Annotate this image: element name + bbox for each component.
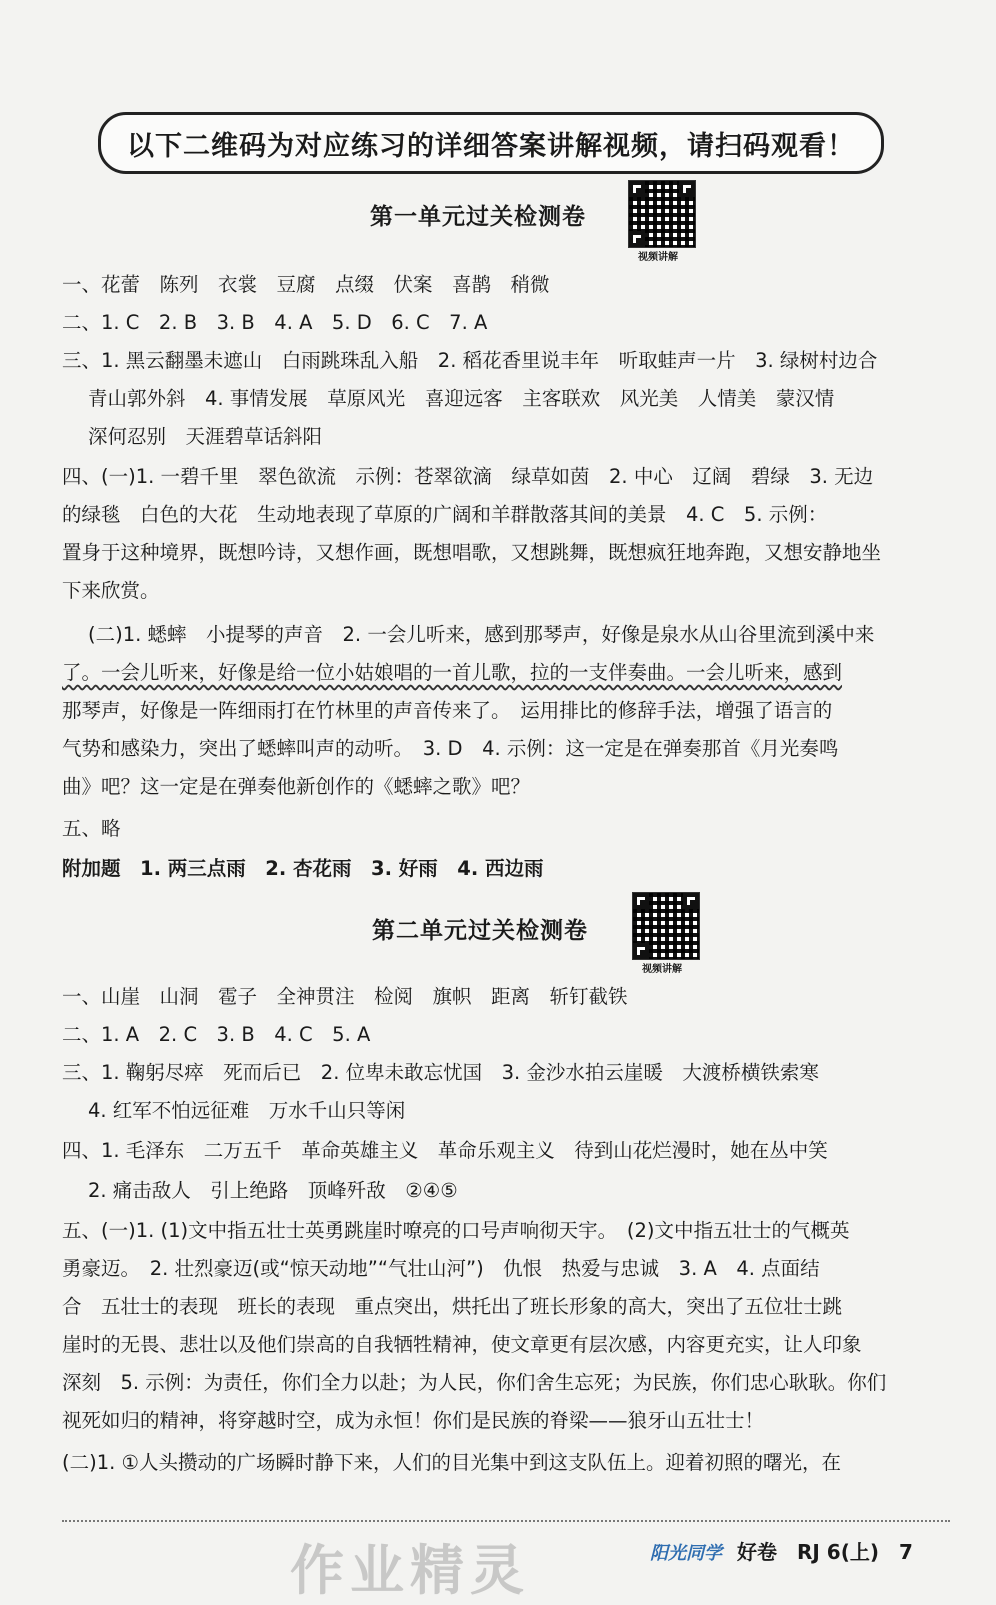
- unit1-line-9: 下来欣赏。: [62, 579, 160, 602]
- unit2-line-5: 四、1. 毛泽东 二万五千 革命英雄主义 革命乐观主义 待到山花烂漫时，她在丛中笑: [62, 1139, 828, 1162]
- qr-code-icon[interactable]: [628, 180, 696, 248]
- unit1-line-1: 一、花蕾 陈列 衣裳 豆腐 点缀 伏案 喜鹊 稍微: [62, 273, 550, 296]
- unit1-line-13: 气势和感染力，突出了蟋蟀叫声的动听。 3. D 4. 示例：这一定是在弹奏那首《月光奏鸣: [62, 737, 839, 760]
- unit2-line-6: 2. 痛击敌人 引上绝路 顶峰歼敌 ②④⑤: [88, 1179, 458, 1202]
- unit1-line-10: (二)1. 蟋蟀 小提琴的声音 2. 一会儿听来，感到那琴声，好像是泉水从山谷里流到溪中来: [88, 623, 875, 646]
- qr-caption: 视频讲解: [642, 964, 682, 975]
- unit2-line-1: 一、山崖 山洞 雹子 全神贯注 检阅 旗帜 距离 斩钉截铁: [62, 985, 628, 1008]
- unit2-line-3: 三、1. 鞠躬尽瘁 死而后已 2. 位卑未敢忘忧国 3. 金沙水拍云崖暖 大渡桥横铁索寒: [62, 1061, 819, 1084]
- unit1-line-8: 置身于这种境界，既想吟诗，又想作画，既想唱歌，又想跳舞，既想疯狂地奔跑，又想安静地坐: [62, 541, 882, 564]
- unit1-line-5: 深何忍别 天涯碧草话斜阳: [88, 425, 323, 448]
- unit1-line-2: 二、1. C 2. B 3. B 4. A 5. D 6. C 7. A: [62, 311, 488, 334]
- footer: [650, 1536, 913, 1565]
- unit1-line-14: 曲》吧？这一定是在弹奏他新创作的《蟋蟀之歌》吧？: [62, 775, 531, 798]
- unit2-line-8: 勇豪迈。 2. 壮烈豪迈(或“惊天动地”“气壮山河”) 仇恨 热爱与忠诚 3. A 4. 点面结: [62, 1257, 820, 1280]
- unit2-line-2: 二、1. A 2. C 3. B 4. C 5. A: [62, 1023, 371, 1046]
- unit1-line-11: 了。一会儿听来，好像是给一位小姑娘唱的一首儿歌，拉的一支伴奏曲。一会儿听来，感到: [62, 661, 843, 684]
- unit2-line-10: 崖时的无畏、悲壮以及他们崇高的自我牺牲精神，使文章更有层次感，内容更充实，让人印象: [62, 1333, 862, 1356]
- unit1-line-16: 附加题 1. 两三点雨 2. 杏花雨 3. 好雨 4. 西边雨: [62, 857, 544, 880]
- unit2-line-13: (二)1. ①人头攒动的广场瞬时静下来，人们的目光集中到这支队伍上。迎着初照的曙光，在: [62, 1451, 842, 1474]
- unit1-line-3: 三、1. 黑云翻墨未遮山 白雨跳珠乱入船 2. 稻花香里说丰年 听取蛙声一片 3. 绿树村边合: [62, 349, 878, 372]
- unit2-line-9: 合 五壮士的表现 班长的表现 重点突出，烘托出了班长形象的高大，突出了五位壮士跳: [62, 1295, 843, 1318]
- unit2-line-11: 深刻 5. 示例：为责任，你们全力以赴；为人民，你们舍生忘死；为民族，你们忠心耿耿。你们: [62, 1371, 887, 1394]
- qr-code-icon[interactable]: [632, 892, 700, 960]
- footer-text: 好卷 RJ 6(上) 7: [736, 1540, 913, 1564]
- unit1-line-6: 四、(一)1. 一碧千里 翠色欲流 示例：苍翠欲滴 绿草如茵 2. 中心 辽阔 碧绿 3. 无边: [62, 465, 874, 488]
- unit2-title: 第二单元过关检测卷: [372, 918, 588, 944]
- unit2-line-12: 视死如归的精神，将穿越时空，成为永恒！你们是民族的脊梁——狼牙山五壮士！: [62, 1409, 765, 1432]
- unit1-line-7: 的绿毯 白色的大花 生动地表现了草原的广阔和羊群散落其间的美景 4. C 5. 示例：: [62, 503, 828, 526]
- footer-rule: [62, 1520, 950, 1522]
- unit1-line-12: 那琴声，好像是一阵细雨打在竹林里的声音传来了。 运用排比的修辞手法，增强了语言的: [62, 699, 833, 722]
- qr-caption: 视频讲解: [638, 252, 678, 263]
- unit2-line-4: 4. 红军不怕远征难 万水千山只等闲: [88, 1099, 406, 1122]
- unit2-line-7: 五、(一)1. (1)文中指五壮士英勇跳崖时嘹亮的口号声响彻天宇。 (2)文中指五壮士的气概英: [62, 1219, 850, 1242]
- unit1-title: 第一单元过关检测卷: [370, 204, 586, 230]
- brand-logo: 阳光同学: [650, 1543, 722, 1564]
- watermark: 作业精灵: [290, 1539, 530, 1602]
- banner: 以下二维码为对应练习的详细答案讲解视频，请扫码观看！: [98, 112, 884, 174]
- unit1-line-4: 青山郭外斜 4. 事情发展 草原风光 喜迎远客 主客联欢 风光美 人情美 蒙汉情: [88, 387, 835, 410]
- unit1-line-15: 五、略: [62, 817, 121, 840]
